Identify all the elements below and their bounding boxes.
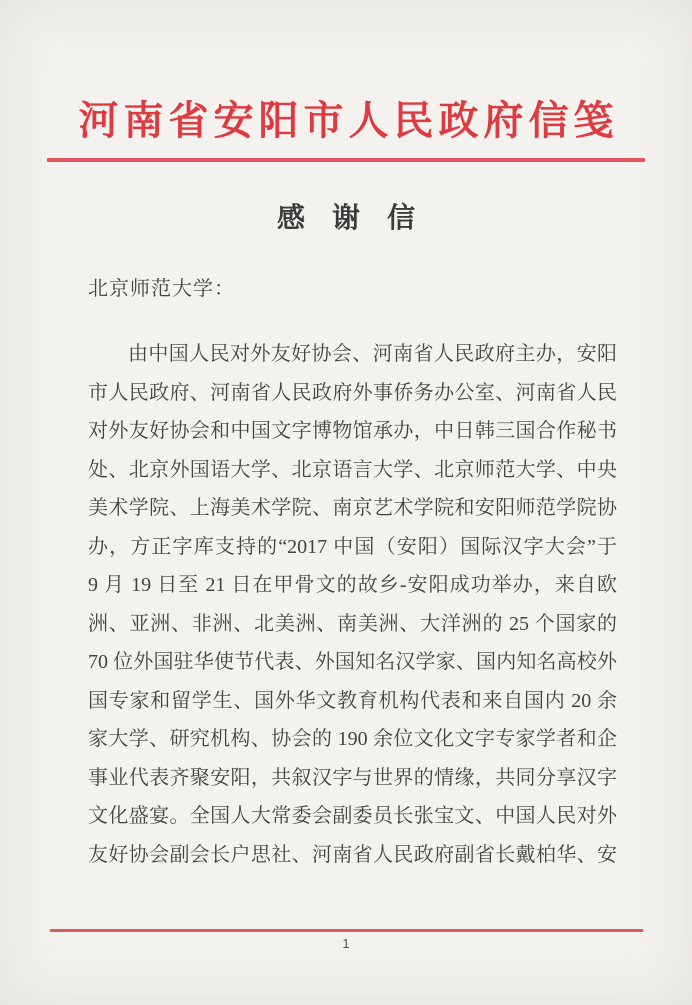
body-line: 事业代表齐聚安阳，共叙汉字与世界的情缘，共同分享汉字 (88, 766, 617, 789)
body-line: 洲、亚洲、非洲、北美洲、南美洲、大洋洲的 25 个国家的 (88, 612, 617, 635)
footer-divider-rule (50, 929, 643, 932)
body-line: 办，方正字库支持的“2017 中国（安阳）国际汉字大会”于 (88, 535, 617, 558)
body-line: 国专家和留学生、国外华文教育机构代表和来自国内 20 余 (88, 689, 617, 712)
body-line: 9 月 19 日至 21 日在甲骨文的故乡-安阳成功举办，来自欧 (88, 574, 617, 596)
letterhead-divider-rule (47, 158, 645, 162)
body-line: 市人民政府、河南省人民政府外事侨务办公室、河南省人民 (88, 381, 617, 404)
page-number: 1 (342, 936, 350, 951)
body-line: 对外友好协会和中国文字博物馆承办，中日韩三国合作秘书 (88, 420, 617, 442)
body-line: 处、北京外国语大学、北京语言大学、北京师范大学、中央 (88, 458, 617, 481)
body-line: 家大学、研究机构、协会的 190 余位文化文字专家学者和企 (88, 728, 617, 750)
body-line: 美术学院、上海美术学院、南京艺术学院和安阳师范学院协 (88, 497, 617, 519)
letter-title: 感 谢 信 (276, 203, 425, 234)
body-line: 70 位外国驻华使节代表、外国知名汉学家、国内知名高校外 (88, 651, 617, 673)
body-line: 文化盛宴。全国人大常委会副委员长张宝文、中国人民对外 (88, 805, 617, 827)
letterhead-title: 河南省安阳市人民政府信笺 (78, 98, 619, 143)
body-line: 友好协会副会长户思社、河南省人民政府副省长戴柏华、安 (88, 843, 617, 866)
salutation: 北京师范大学： (88, 278, 235, 300)
body-line: 由中国人民对外友好协会、河南省人民政府主办，安阳 (128, 343, 617, 365)
letter-body (88, 335, 617, 874)
